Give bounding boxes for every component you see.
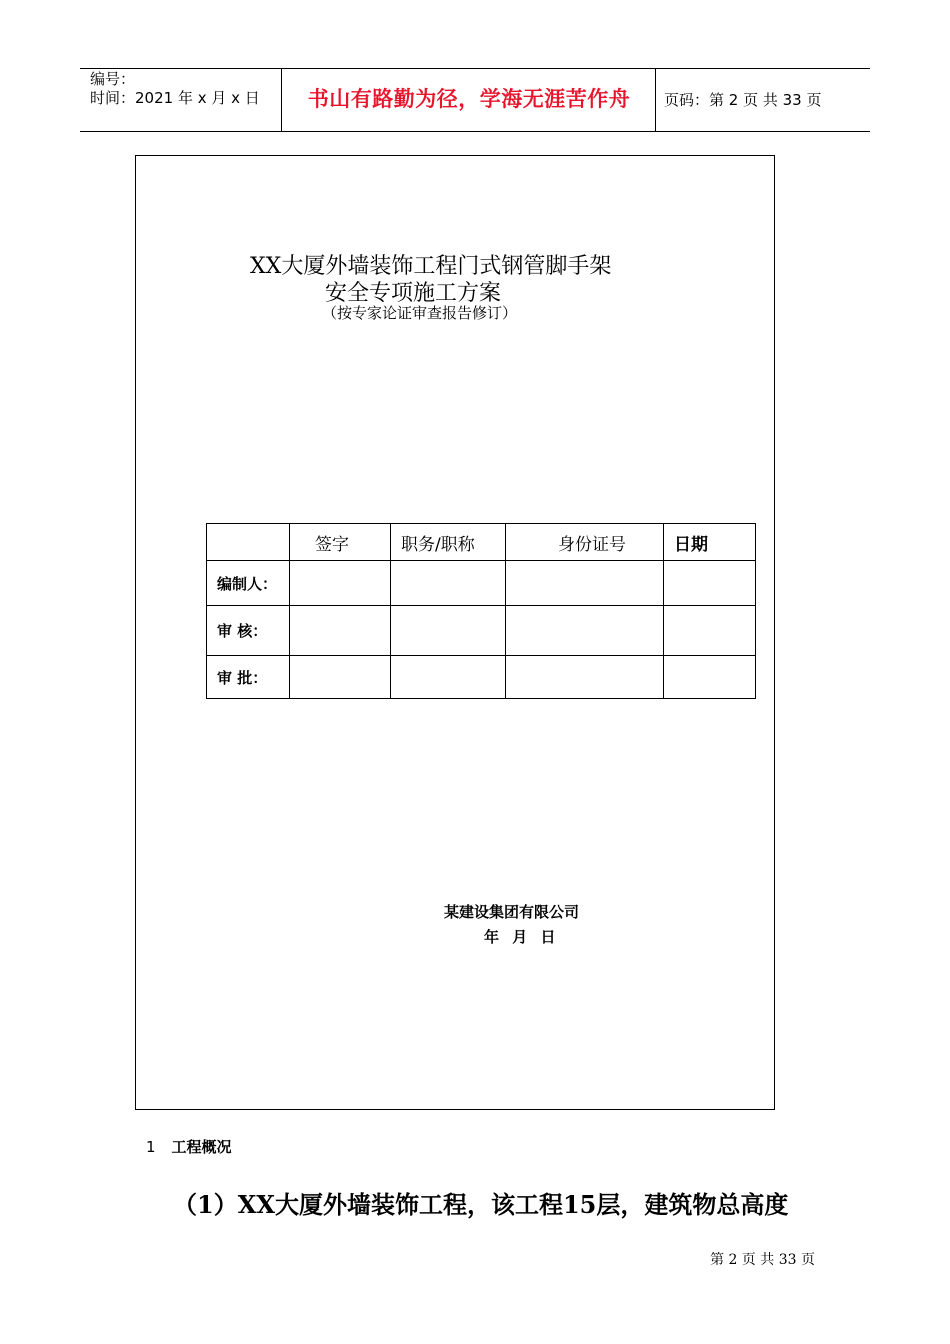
header-meta: [90, 70, 260, 108]
table-row: [207, 656, 756, 699]
page-footer: 第 2 页 共 33 页: [710, 1252, 815, 1268]
cover-title-line1: XX大厦外墙装饰工程门式钢管脚手架: [250, 254, 612, 279]
body-paragraph: （1）XX大厦外墙装饰工程，该工程15层，建筑物总高度: [173, 1190, 789, 1219]
table-header-date: 日期: [664, 524, 756, 561]
table-cell: [391, 561, 506, 606]
section-heading: [146, 1136, 232, 1157]
row-label-approver: 审 批：: [207, 656, 290, 699]
table-cell: [506, 561, 664, 606]
time-label: 时间：2021 年 x 月 x 日: [90, 89, 260, 107]
table-cell: [506, 606, 664, 656]
table-cell: [290, 656, 391, 699]
header-motto: 书山有路勤为径，学海无涯苦作舟: [307, 86, 631, 111]
row-label-compiler: 编制人：: [207, 561, 290, 606]
table-header-cell: [207, 524, 290, 561]
table-cell: [664, 561, 756, 606]
section-number: 1: [146, 1138, 156, 1156]
table-header-signature: 签字: [290, 524, 391, 561]
cover-title-line2: 安全专项施工方案: [325, 281, 502, 306]
row-label-reviewer: 审 核：: [207, 606, 290, 656]
table-cell: [391, 606, 506, 656]
table-cell: [664, 606, 756, 656]
serial-number-label: 编号：: [90, 70, 136, 88]
table-cell: [290, 561, 391, 606]
table-row: [207, 606, 756, 656]
header-divider: [655, 69, 656, 131]
cover-subtitle: （按专家论证审查报告修订）: [322, 304, 518, 322]
company-name: 某建设集团有限公司: [444, 903, 580, 921]
table-header-row: [207, 524, 756, 561]
table-cell: [664, 656, 756, 699]
page-header: [80, 68, 870, 132]
section-title: 工程概况: [171, 1138, 232, 1156]
signature-table: [206, 523, 756, 699]
table-row: [207, 561, 756, 606]
table-cell: [506, 656, 664, 699]
table-header-title: 职务/职称: [391, 524, 506, 561]
table-header-id: 身份证号: [506, 524, 664, 561]
header-page-number: 页码：第 2 页 共 33 页: [664, 91, 822, 109]
cover-date: 年 月 日: [484, 928, 556, 946]
table-cell: [391, 656, 506, 699]
table-cell: [290, 606, 391, 656]
